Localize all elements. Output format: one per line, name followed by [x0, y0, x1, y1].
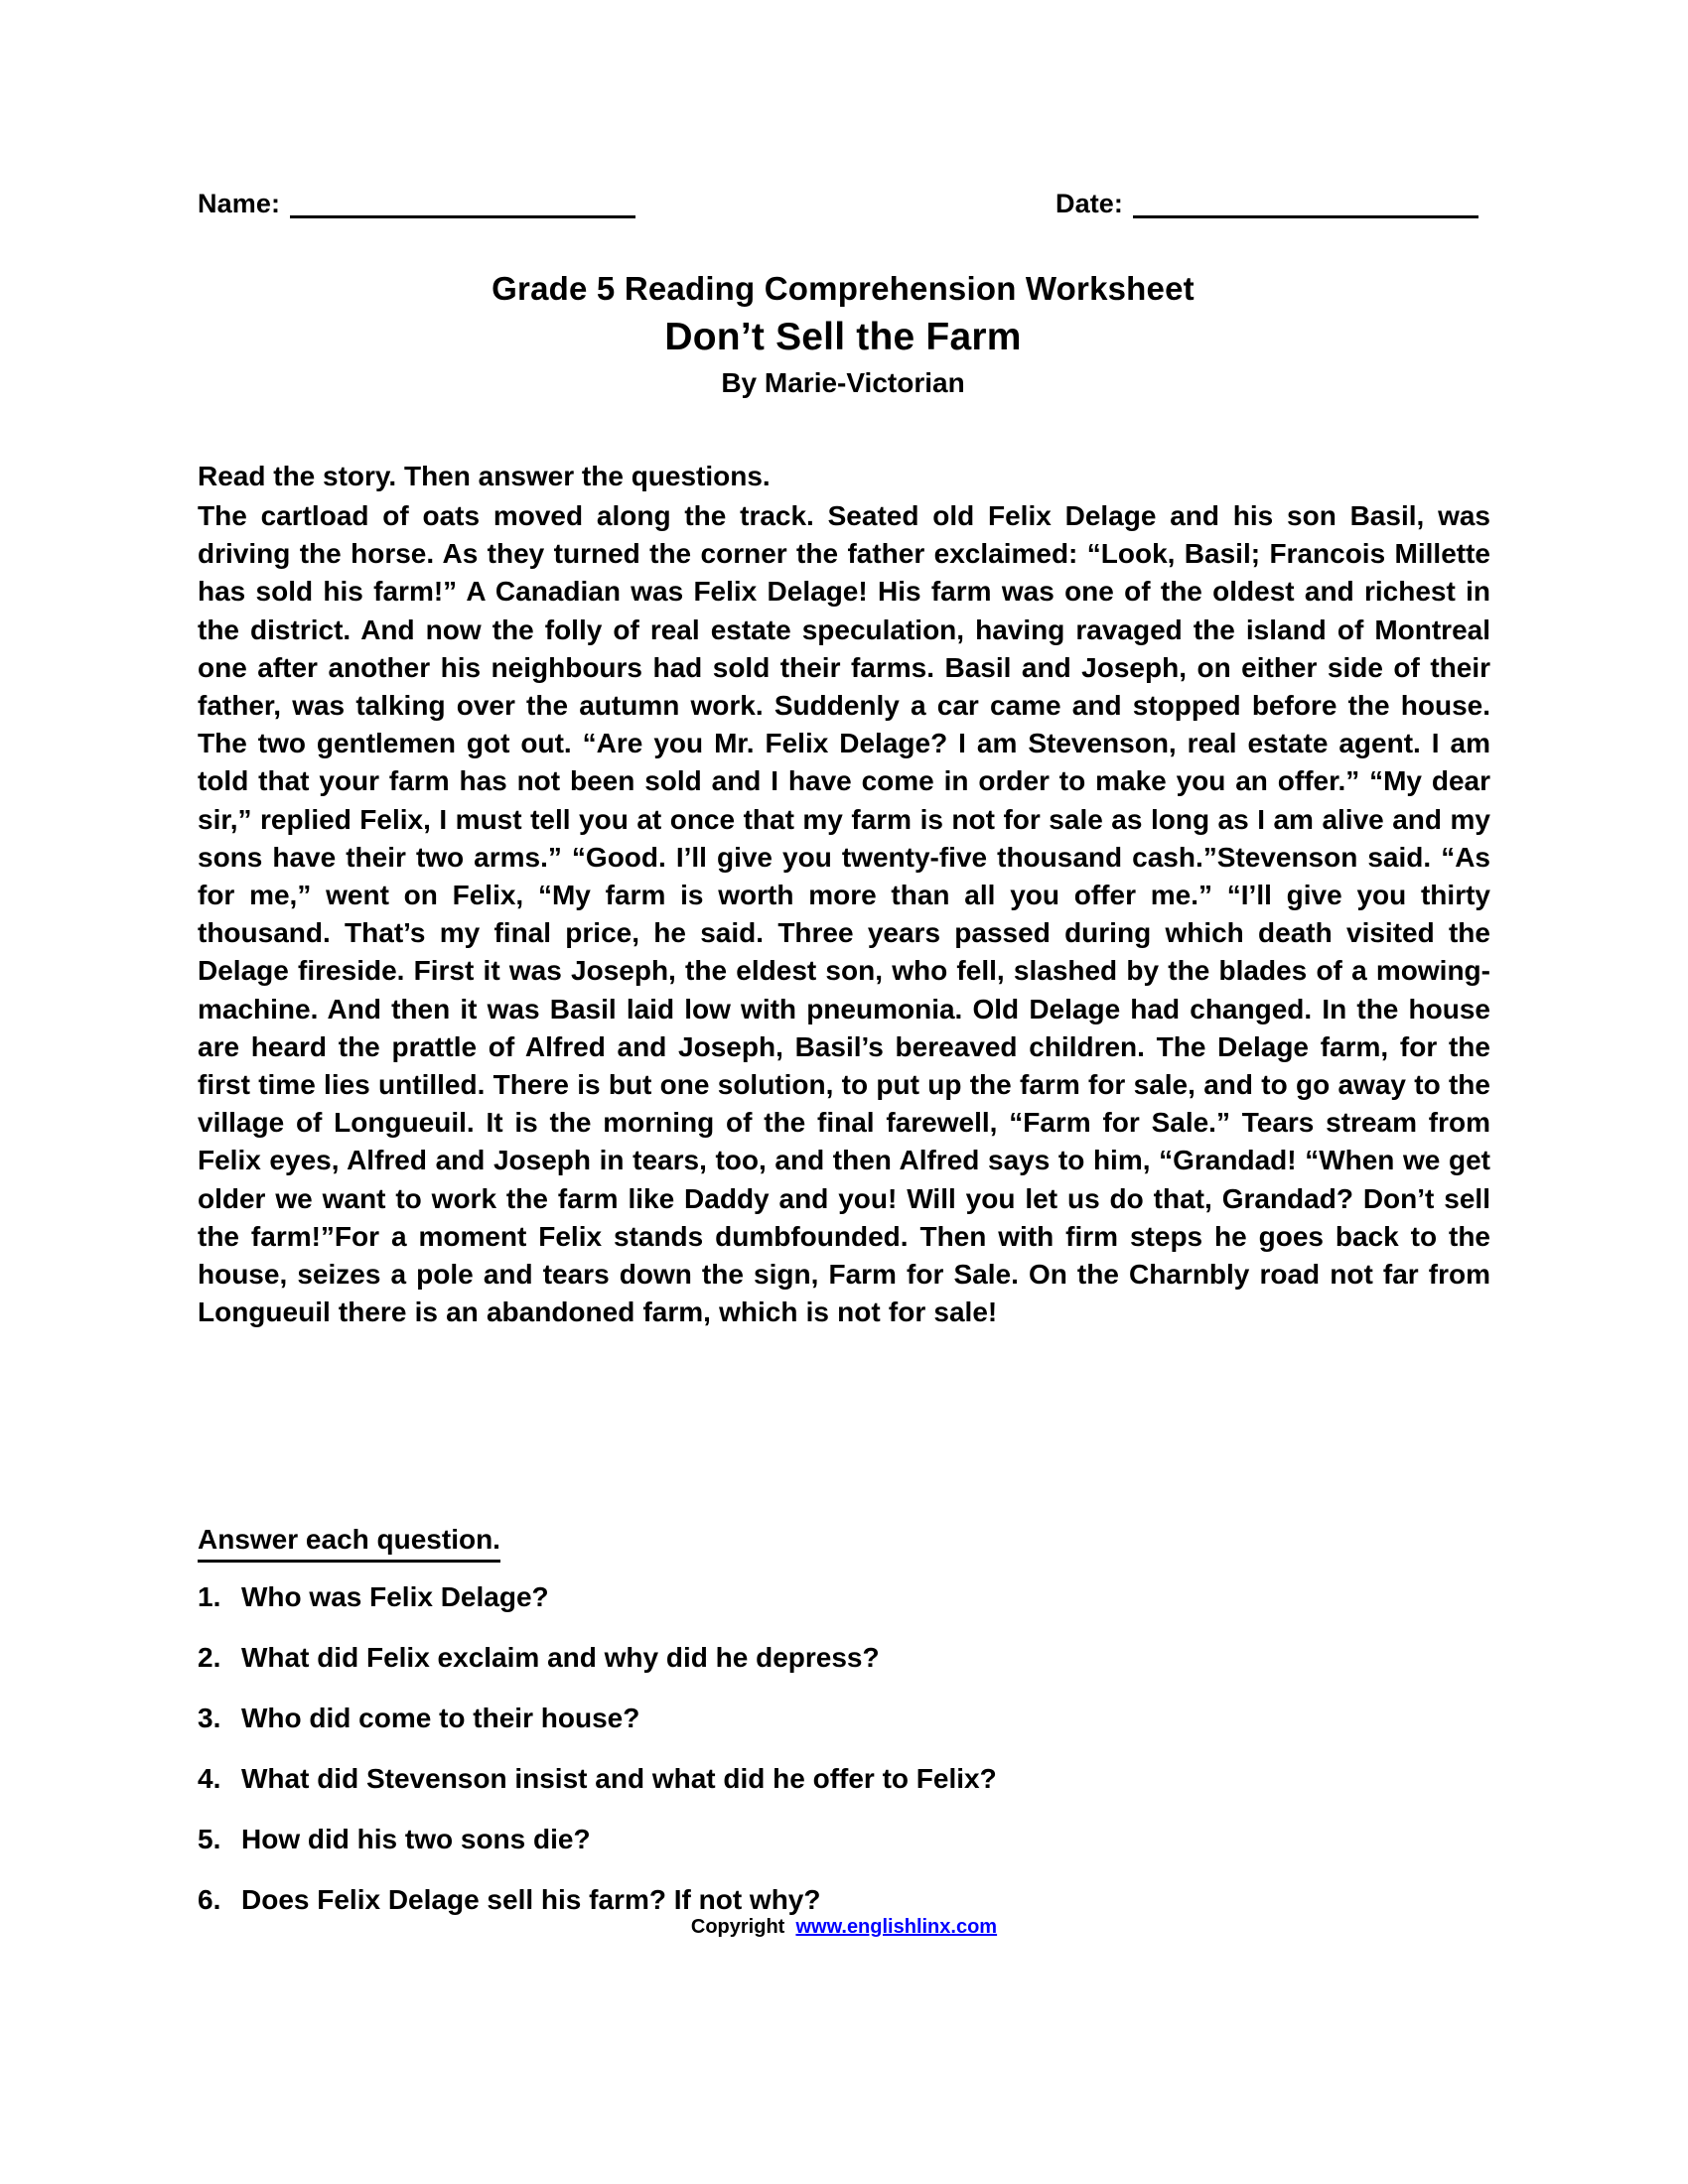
- name-date-header: [198, 189, 1478, 218]
- copyright-label: Copyright: [690, 1916, 785, 1938]
- question-text: What did Felix exclaim and why did he depress?: [241, 1642, 880, 1673]
- worksheet-title: Grade 5 Reading Comprehension Worksheet: [492, 270, 1195, 307]
- question-number: 6.: [198, 1884, 221, 1915]
- question-number: 1.: [198, 1581, 221, 1612]
- reading-passage-block: [198, 458, 1490, 1331]
- date-input-line[interactable]: [1133, 190, 1478, 218]
- question-item: [198, 1641, 1490, 1675]
- questions-heading: Answer each question.: [198, 1521, 500, 1563]
- question-text: What did Stevenson insist and what did he offer to Felix?: [241, 1763, 997, 1794]
- story-author: By Marie-Victorian: [721, 367, 965, 398]
- name-input-line[interactable]: [290, 190, 635, 218]
- question-text: Who did come to their house?: [241, 1703, 640, 1733]
- date-field-group: [1055, 189, 1478, 218]
- question-list: [198, 1580, 1490, 1917]
- story-title: Don’t Sell the Farm: [664, 316, 1022, 358]
- name-field-group: [198, 189, 635, 218]
- story-passage: The cartload of oats moved along the track. Seated old Felix Delage and his son Basil, was driving the horse. As they turned the corner the father exclaimed: “Look, Basil; Francois Millette has sold his farm!” A Canadian was Felix Delage! His farm was one of the oldest and richest in the district. And now the folly of real estate speculation, having ravaged the island of Montreal one after another his neighbours had sold their farms. Basil and Joseph, on either side of their father, was talking over the autumn work. Suddenly a car came and stopped before the house. The two gentlemen got out. “Are you Mr. Felix Delage? I am Stevenson, real estate agent. I am told that your farm has not been sold and I have come in order to make you an offer.” “My dear sir,” replied Felix, I must tell you at once that my farm is not for sale as long as I am alive and my sons have their two arms.” “Good. I’ll give you twenty-five thousand cash.”Stevenson said. “As for me,” went on Felix, “My farm is worth more than all you offer me.” “I’ll give you thirty thousand. That’s my final price, he said. Three years passed during which death visited the Delage fireside. First it was Joseph, the eldest son, who fell, slashed by the blades of a mowing-machine. And then it was Basil laid low with pneumonia. Old Delage had changed. In the house are heard the prattle of Alfred and Joseph, Basil’s bereaved children. The Delage farm, for the first time lies untilled. There is but one solution, to put up the farm for sale, and to go away to the village of Longueuil. It is the morning of the final farewell, “Farm for Sale.” Tears stream from Felix eyes, Alfred and Joseph in tears, too, and then Alfred says to him, “Grandad! “When we get older we want to work the farm like Daddy and you! Will you let us do that, Grandad? Don’t sell the farm!”For a moment Felix stands dumbfounded. Then with firm steps he goes back to the house, seizes a pole and tears down the sign, Farm for Sale. On the Charnbly road not far from Longueuil there is an abandoned farm, which is not for sale!: [198, 500, 1490, 1328]
- question-text: Who was Felix Delage?: [241, 1581, 549, 1612]
- date-label: Date:: [1055, 189, 1123, 218]
- question-number: 2.: [198, 1642, 221, 1673]
- englishlinx-link[interactable]: www.englishlinx.com: [795, 1916, 998, 1938]
- question-number: 5.: [198, 1824, 221, 1854]
- question-item: [198, 1762, 1490, 1796]
- question-text: How did his two sons die?: [241, 1824, 591, 1854]
- question-number: 4.: [198, 1763, 221, 1794]
- question-item: [198, 1823, 1490, 1856]
- question-item: [198, 1580, 1490, 1614]
- title-block: [198, 266, 1488, 403]
- reading-instruction: Read the story. Then answer the questions.: [198, 461, 771, 491]
- question-item: [198, 1883, 1490, 1917]
- question-number: 3.: [198, 1703, 221, 1733]
- page-footer: [0, 1914, 1688, 1940]
- question-item: [198, 1702, 1490, 1735]
- question-text: Does Felix Delage sell his farm? If not why?: [241, 1884, 821, 1915]
- name-label: Name:: [198, 189, 281, 218]
- questions-block: [198, 1521, 1490, 1944]
